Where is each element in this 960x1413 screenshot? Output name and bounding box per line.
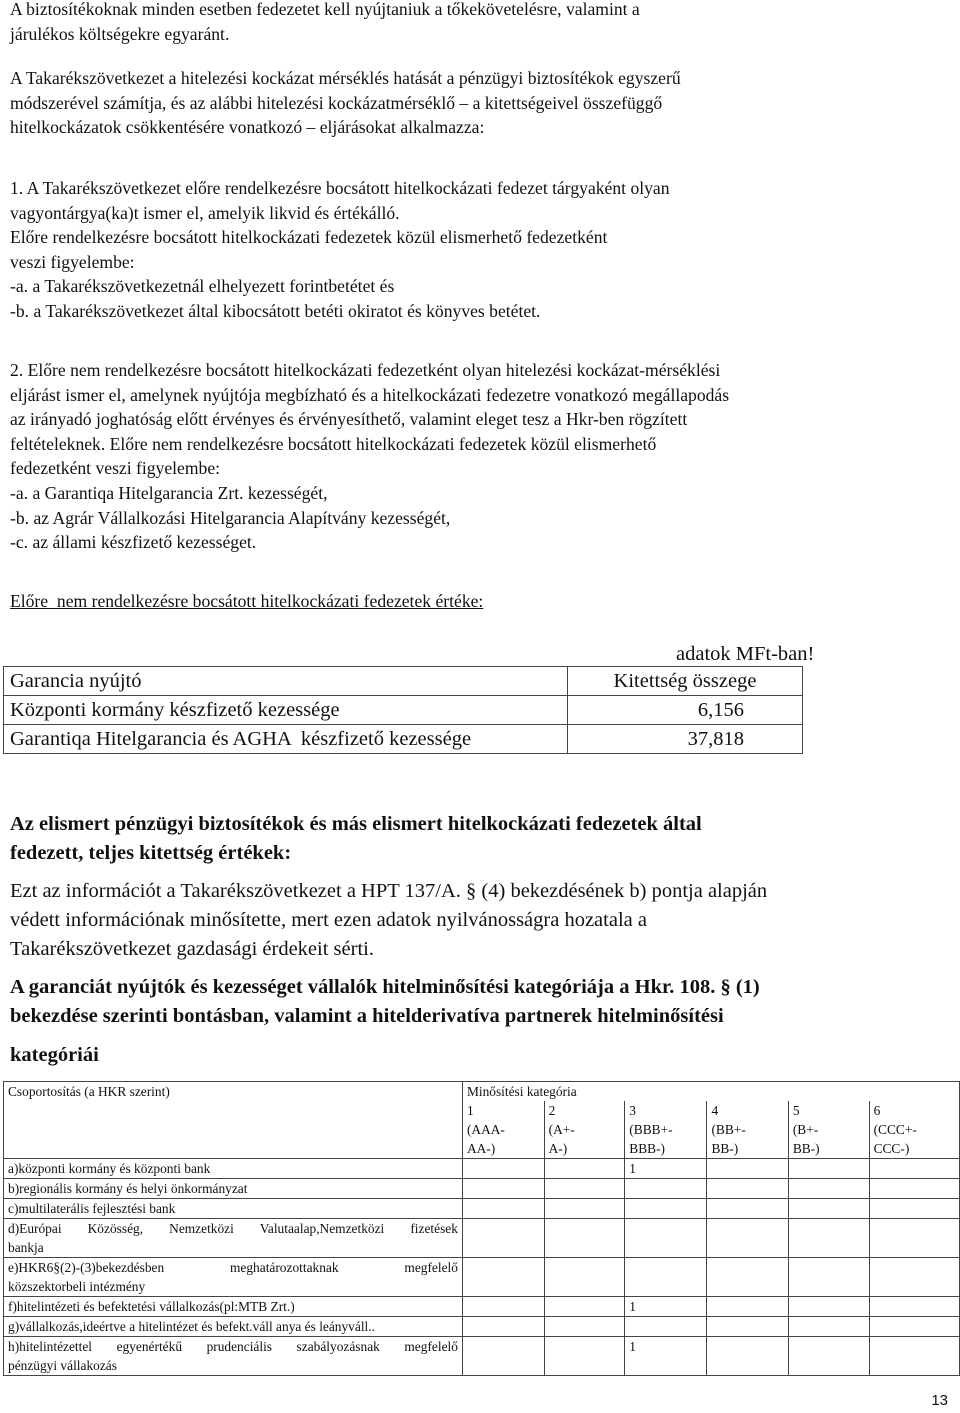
category-3-value — [625, 1317, 707, 1337]
category-3-value — [625, 1258, 707, 1297]
category-2-header: 2 (A+- A-) — [544, 1101, 625, 1159]
table-row — [4, 1219, 960, 1258]
amount-cell: 37,818 — [568, 725, 803, 754]
table-row — [4, 1199, 960, 1219]
unfunded-protection-value-heading: Előre nem rendelkezésre bocsátott hitelkockázati fedezetek értéke: — [10, 591, 484, 611]
category-3-value — [625, 1219, 707, 1258]
text-line: A Takarékszövetkezet a hitelezési kockázat mérséklés hatását a pénzügyi biztosítékok egyszerű — [10, 68, 681, 88]
rating-header: Minősítési kategória — [462, 1082, 959, 1102]
heading-line: kategóriái — [10, 1044, 99, 1066]
text-line: -b. a Takarékszövetkezet által kibocsátott betéti okiratot és könyves betétet. — [10, 300, 541, 321]
category-3-value: 1 — [625, 1159, 707, 1179]
category-3-value — [625, 1179, 707, 1199]
group-label: b)regionális kormány és helyi önkormányzat — [4, 1179, 463, 1199]
amount-cell: 6,156 — [568, 696, 803, 725]
category-1-header: 1 (AAA- AA-) — [462, 1101, 544, 1159]
text-line: 1. A Takarékszövetkezet előre rendelkezésre bocsátott hitelkockázati fedezet tárgyaként olyan — [10, 178, 670, 198]
group-header: Csoportosítás (a HKR szerint) — [4, 1082, 463, 1159]
category-6-header: 6 (CCC+- CCC-) — [869, 1101, 959, 1159]
text-line: eljárást ismer el, amelynek nyújtója megbízható és a hitelkockázati fedezetre vonatkozó megállapodás — [10, 384, 730, 405]
rating-header-row — [4, 1082, 960, 1102]
table-row — [4, 1297, 960, 1317]
group-label: d)Európai Közösség, Nemzetközi Valutaalap,Nemzetközi fizetések bankja — [4, 1219, 463, 1258]
table-row — [4, 1159, 960, 1179]
text-line: védett információnak minősítette, mert ezen adatok nyilvánosságra hozatala a — [10, 909, 647, 931]
table-row — [4, 1179, 960, 1199]
category-3-value: 1 — [625, 1337, 707, 1376]
funded-protection-paragraph — [10, 176, 670, 324]
text-line: járulékos költségekre egyaránt. — [10, 23, 230, 44]
category-3-value — [625, 1199, 707, 1219]
text-line: feltételeknek. Előre nem rendelkezésre bocsátott hitelkockázati fedezetek közül elismerhető — [10, 433, 657, 454]
heading-line: Az elismert pénzügyi biztosítékok és más elismert hitelkockázati fedezetek által — [10, 813, 702, 835]
unit-note: adatok MFt-ban! — [676, 643, 815, 665]
guarantee-table — [3, 666, 803, 754]
group-label: e)HKR6§(2)-(3)bekezdésben meghatározottaknak megfelelő közszektorbeli intézmény — [4, 1258, 463, 1297]
table-row — [4, 1317, 960, 1337]
heading-line: fedezett, teljes kitettség értékek: — [10, 842, 292, 864]
text-line: hitelkockázatok csökkentésére vonatkozó – eljárásokat alkalmazza: — [10, 117, 485, 138]
text-line: A biztosítékoknak minden esetben fedezetet kell nyújtaniuk a tőkekövetelésre, valamint a — [10, 0, 640, 19]
text-line: Előre rendelkezésre bocsátott hitelkockázati fedezetek közül elismerhető fedezetként — [10, 227, 608, 248]
group-label: a)központi kormány és központi bank — [4, 1159, 463, 1179]
text-line: -a. a Takarékszövetkezetnál elhelyezett forintbetétet és — [10, 276, 395, 297]
category-3-header: 3 (BBB+- BBB-) — [625, 1101, 707, 1159]
text-line: -c. az állami készfizető kezességet. — [10, 532, 257, 553]
text-line: Ezt az információt a Takarékszövetkezet a HPT 137/A. § (4) bekezdésének b) pontja alapján — [10, 880, 768, 902]
text-line: -b. az Agrár Vállalkozási Hitelgarancia Alapítvány kezességét, — [10, 507, 451, 528]
text-line: Takarékszövetkezet gazdasági érdekeit sérti. — [10, 938, 374, 960]
text-line: veszi figyelembe: — [10, 251, 135, 272]
rating-table — [3, 1081, 960, 1376]
table-row — [4, 1258, 960, 1297]
group-label: c)multilaterális fejlesztési bank — [4, 1199, 463, 1219]
category-3-value: 1 — [625, 1297, 707, 1317]
text-line: vagyontárgya(ka)t ismer el, amelyik likvid és értékálló. — [10, 202, 400, 223]
provider-cell: Garantiqa Hitelgarancia és AGHA készfizető kezessége — [4, 725, 568, 754]
covered-exposure-heading — [10, 810, 702, 868]
heading-line: A garanciát nyújtók és kezességet vállalók hitelminősítési kategóriája a Hkr. 108. § (1) — [10, 976, 760, 998]
category-4-header: 4 (BB+- BB-) — [707, 1101, 788, 1159]
page-number: 13 — [931, 1392, 948, 1409]
unfunded-protection-paragraph — [10, 358, 729, 555]
table-row — [4, 725, 803, 754]
text-line: fedezetként veszi figyelembe: — [10, 458, 221, 479]
heading-line: bekezdése szerinti bontásban, valamint a hitelderivatíva partnerek hitelminősítési — [10, 1005, 724, 1027]
group-label: h)hitelintézettel egyenértékű prudenciális szabályozásnak megfelelő pénzügyi vállakozás — [4, 1337, 463, 1376]
header-provider: Garancia nyújtó — [4, 667, 568, 696]
text-line: az irányadó joghatóság előtt érvényes és érvényesíthető, valamint eleget tesz a Hkr-ben rögzített — [10, 409, 688, 430]
text-line: -a. a Garantiqa Hitelgarancia Zrt. kezességét, — [10, 482, 328, 503]
protected-info-paragraph — [10, 877, 767, 964]
group-label: f)hitelintézeti és befektetési vállalkozás(pl:MTB Zrt.) — [4, 1297, 463, 1317]
text-line: módszerével számítja, és az alábbi hitelezési kockázatmérséklő – a kitettségeivel összefüggő — [10, 92, 663, 113]
group-label: g)vállalkozás,ideértve a hitelintézet és befekt.váll anya és leányváll.. — [4, 1317, 463, 1337]
text-line: 2. Előre nem rendelkezésre bocsátott hitelkockázati fedezetként olyan hitelezési kockázat-mérséklési — [10, 360, 721, 380]
category-5-header: 5 (B+- BB-) — [788, 1101, 869, 1159]
method-paragraph — [10, 66, 681, 140]
provider-cell: Központi kormány készfizető kezessége — [4, 696, 568, 725]
table-row — [4, 696, 803, 725]
table-header-row — [4, 667, 803, 696]
intro-paragraph — [10, 0, 640, 46]
rating-category-heading — [10, 973, 760, 1070]
header-exposure: Kitettség összege — [568, 667, 803, 696]
table-row — [4, 1337, 960, 1376]
